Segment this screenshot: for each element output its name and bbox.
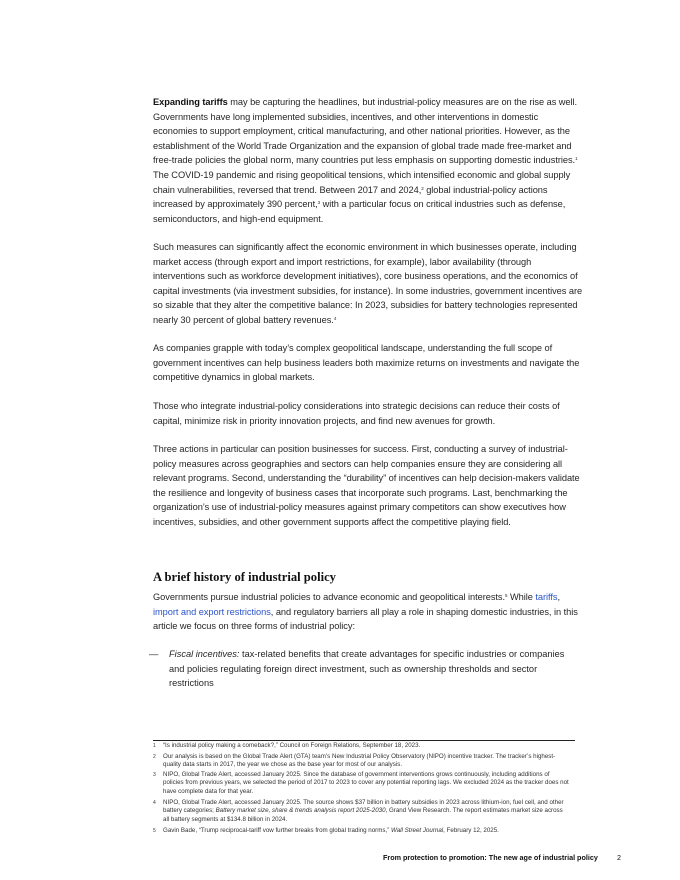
footnote-text-part: Gavin Bade, “Trump reciprocal-tariff vow further breaks from global trading norms,” <box>163 827 391 834</box>
history-paragraph <box>153 590 583 634</box>
paragraph-text: with a particular focus on critical industries such as defense, semiconductors, and high-end equipment. <box>153 199 566 224</box>
footnote-ref[interactable]: 1 <box>575 156 578 162</box>
footnote-number: 1 <box>153 743 156 749</box>
paragraph-text: global industrial-policy actions increased by approximately 390 percent, <box>153 184 548 210</box>
paragraph-text: Governments pursue industrial policies to advance economic and geopolitical interests. <box>153 592 506 602</box>
footnote-ref[interactable]: 5 <box>505 593 508 598</box>
footnote-text: “Is industrial policy making a comeback?,” Council on Foreign Relations, September 18, 2023. <box>163 742 421 749</box>
measures-paragraph <box>153 240 583 328</box>
paragraph-text: The COVID-19 pandemic and rising geopolitical tensions, which intensified economic and global supply chain vulnerabilities, reversed that trend. Between 2017 and 2024, <box>153 169 571 195</box>
integrate-paragraph: Those who integrate industrial-policy considerations into strategic decisions can reduce their costs of capital, minimize risk in priority innovation projects, and find new avenues for growth. <box>153 401 560 426</box>
footnote-number: 3 <box>153 772 156 778</box>
tariffs-link[interactable]: tariffs <box>535 592 558 602</box>
paragraph-text: While <box>507 592 536 602</box>
footnote-source-title: Battery market size, share & trends analysis report 2025-2030 <box>215 807 386 815</box>
paragraph-text: , and regulatory barriers all play a role in shaping domestic industries, in this article we focus on three forms of industrial policy: <box>153 606 578 632</box>
footnote-text: NIPO, Global Trade Alert, accessed January 2025. Since the database of government interventions grows continuously, including additions of policies from previous years, we selected the period of 2017 to 2023 to cover any potential reporting lags. We excluded 2024 as the tracker does not have complete data for that year. <box>163 771 569 795</box>
footnote-text-part: NIPO, Global Trade Alert, accessed January 2025. The source shows $37 billion in battery subsidies in 2023 across lithium-ion, fuel cell, and other battery categories; <box>163 799 564 815</box>
footnote-source-title: Wall Street Journal <box>391 827 444 834</box>
footnote-number: 2 <box>153 754 156 760</box>
footnote-text-part: , February 12, 2025. <box>443 827 499 834</box>
bullet-dash: — <box>149 649 159 659</box>
paragraph-text: , <box>557 592 561 602</box>
section-heading: A brief history of industrial policy <box>153 570 336 584</box>
footnote-text <box>163 827 569 835</box>
bullet-body: tax-related benefits that create advantages for specific industries or companies and policies regulating foreign direct investment, such as ownership thresholds and sector restrictions <box>169 649 565 689</box>
paragraph-text: Such measures can significantly affect the economic environment in which businesses operate, including market access (through export and import restrictions, for example), labor availability (through interventions such as workforce development initiatives), core business operations, and the economics of capital investments (via investment subsidies, for instance). In some industries, government incentives are so sizable that they alter the competitive balance: In 2023, subsidies for battery technologies represented nearly 30 percent of global battery revenues. <box>153 242 583 325</box>
paragraph-text: may be capturing the headlines, but industrial-policy measures are on the rise as well. Governments have long implemented subsidies, incentives, and other interventions in domestic economies to support employment, critical manufacturing, and other national priorities. However, as the establishment of the World Trade Organization and the expansion of global trade made free-market and free-trade policies the global norm, many countries put less emphasis on supporting domestic industries. <box>153 97 578 166</box>
footnote-text-part: , Grand View Research. The report estimates market size across all battery segments at $134.8 billion in 2024. <box>163 807 563 823</box>
footnote-text: Our analysis is based on the Global Trade Alert (GTA) team’s New Industrial Policy Observatory (NIPO) incentive tracker. The tracker’s highest-quality data starts in 2017, the year we chose as the base year for most of our analysis. <box>163 753 556 769</box>
page-number: 2 <box>617 853 621 862</box>
footer-title: From protection to promotion: The new age of industrial policy <box>383 853 598 862</box>
footnote-divider <box>153 740 575 741</box>
footnote-ref[interactable]: 2 <box>421 185 424 191</box>
lead-phrase: Expanding tariffs <box>153 97 228 107</box>
footnote-number: 4 <box>153 800 156 806</box>
footnote-text <box>163 799 569 824</box>
bullet-text <box>169 647 569 691</box>
actions-paragraph: Three actions in particular can position businesses for success. First, conducting a survey of industrial-policy measures across geographies and sectors can help companies ensure they are considering all relevant programs. Second, understanding the “durability” of incentives can help decision-makers validate the resilience and longevity of business cases that incorporate such programs. Last, benchmarking the organization’s use of industrial-policy measures against primary competitors can show executives how incentives, subsidies, and other government supports affect the competitive playing field. <box>153 444 580 527</box>
footnote-number: 5 <box>153 828 156 834</box>
bullet-term: Fiscal incentives: <box>169 649 240 659</box>
intro-paragraph <box>153 95 583 226</box>
footnote-ref[interactable]: 4 <box>333 315 337 321</box>
landscape-paragraph: As companies grapple with today’s complex geopolitical landscape, understanding the full scope of government incentives can help business leaders both maximize returns on investments and navigate the competitive dynamics in global markets. <box>153 343 580 383</box>
footnote-ref[interactable]: 3 <box>317 200 321 206</box>
import-export-link[interactable]: import and export restrictions <box>153 606 271 617</box>
